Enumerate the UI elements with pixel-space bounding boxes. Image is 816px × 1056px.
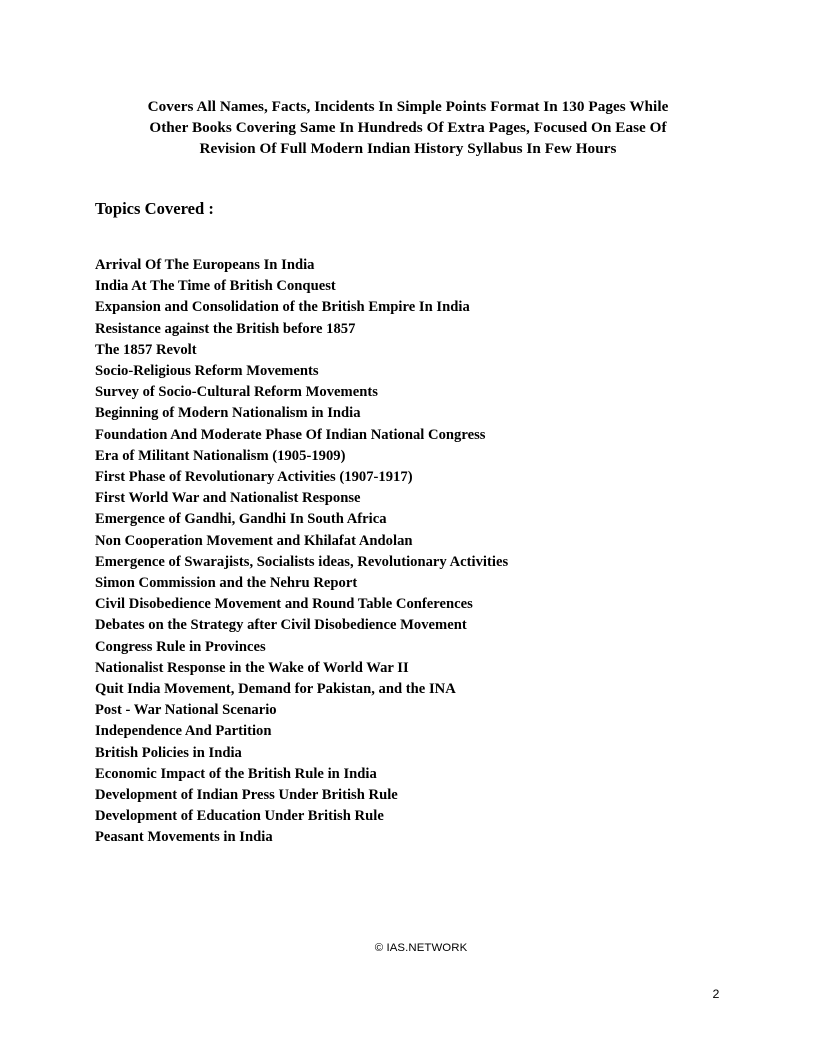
footer-copyright: © IAS.NETWORK	[374, 942, 468, 954]
list-item: Emergence of Gandhi, Gandhi In South Africa	[95, 511, 387, 528]
list-item: Emergence of Swarajists, Socialists ideas, Revolutionary Activities	[95, 553, 509, 570]
list-item: Development of Education Under British Rule	[95, 808, 384, 825]
title-line-2: Other Books Covering Same In Hundreds Of Extra Pages, Focused On Ease Of	[149, 119, 667, 137]
list-item: Resistance against the British before 1857	[95, 320, 356, 337]
topics-list	[95, 255, 735, 849]
document-title-block	[108, 96, 708, 160]
list-item: Non Cooperation Movement and Khilafat Andolan	[95, 532, 413, 549]
list-item: First World War and Nationalist Response	[95, 490, 361, 507]
title-line-1: Covers All Names, Facts, Incidents In Simple Points Format In 130 Pages While	[147, 98, 669, 115]
list-item: British Policies in India	[95, 744, 242, 761]
list-item: Simon Commission and the Nehru Report	[95, 575, 358, 592]
list-item: Beginning of Modern Nationalism in India	[95, 405, 361, 422]
list-item: Quit India Movement, Demand for Pakistan, and the INA	[95, 681, 456, 698]
list-item: Economic Impact of the British Rule in India	[95, 765, 377, 782]
list-item: Congress Rule in Provinces	[95, 638, 266, 655]
list-item: Peasant Movements in India	[95, 829, 273, 846]
list-item: Debates on the Strategy after Civil Disobedience Movement	[95, 617, 467, 634]
list-item: Independence And Partition	[95, 723, 272, 740]
list-item: Socio-Religious Reform Movements	[95, 363, 319, 380]
list-item: Arrival Of The Europeans In India	[95, 257, 315, 273]
list-item: Expansion and Consolidation of the British Empire In India	[95, 299, 470, 316]
list-item: First Phase of Revolutionary Activities (1907-1917)	[95, 469, 413, 486]
list-item: Survey of Socio-Cultural Reform Movements	[95, 384, 378, 401]
list-item: Foundation And Moderate Phase Of Indian National Congress	[95, 426, 486, 443]
list-item: Civil Disobedience Movement and Round Table Conferences	[95, 596, 473, 613]
list-item: Nationalist Response in the Wake of World War II	[95, 659, 409, 676]
topics-covered-heading: Topics Covered :	[95, 199, 214, 218]
list-item: Development of Indian Press Under British Rule	[95, 787, 398, 804]
list-item: The 1857 Revolt	[95, 341, 197, 358]
page-number: 2	[712, 987, 720, 1001]
list-item: Post - War National Scenario	[95, 702, 277, 719]
list-item: Era of Militant Nationalism (1905-1909)	[95, 447, 346, 464]
list-item: India At The Time of British Conquest	[95, 278, 336, 295]
title-line-3: Revision Of Full Modern Indian History Syllabus In Few Hours	[199, 140, 617, 158]
